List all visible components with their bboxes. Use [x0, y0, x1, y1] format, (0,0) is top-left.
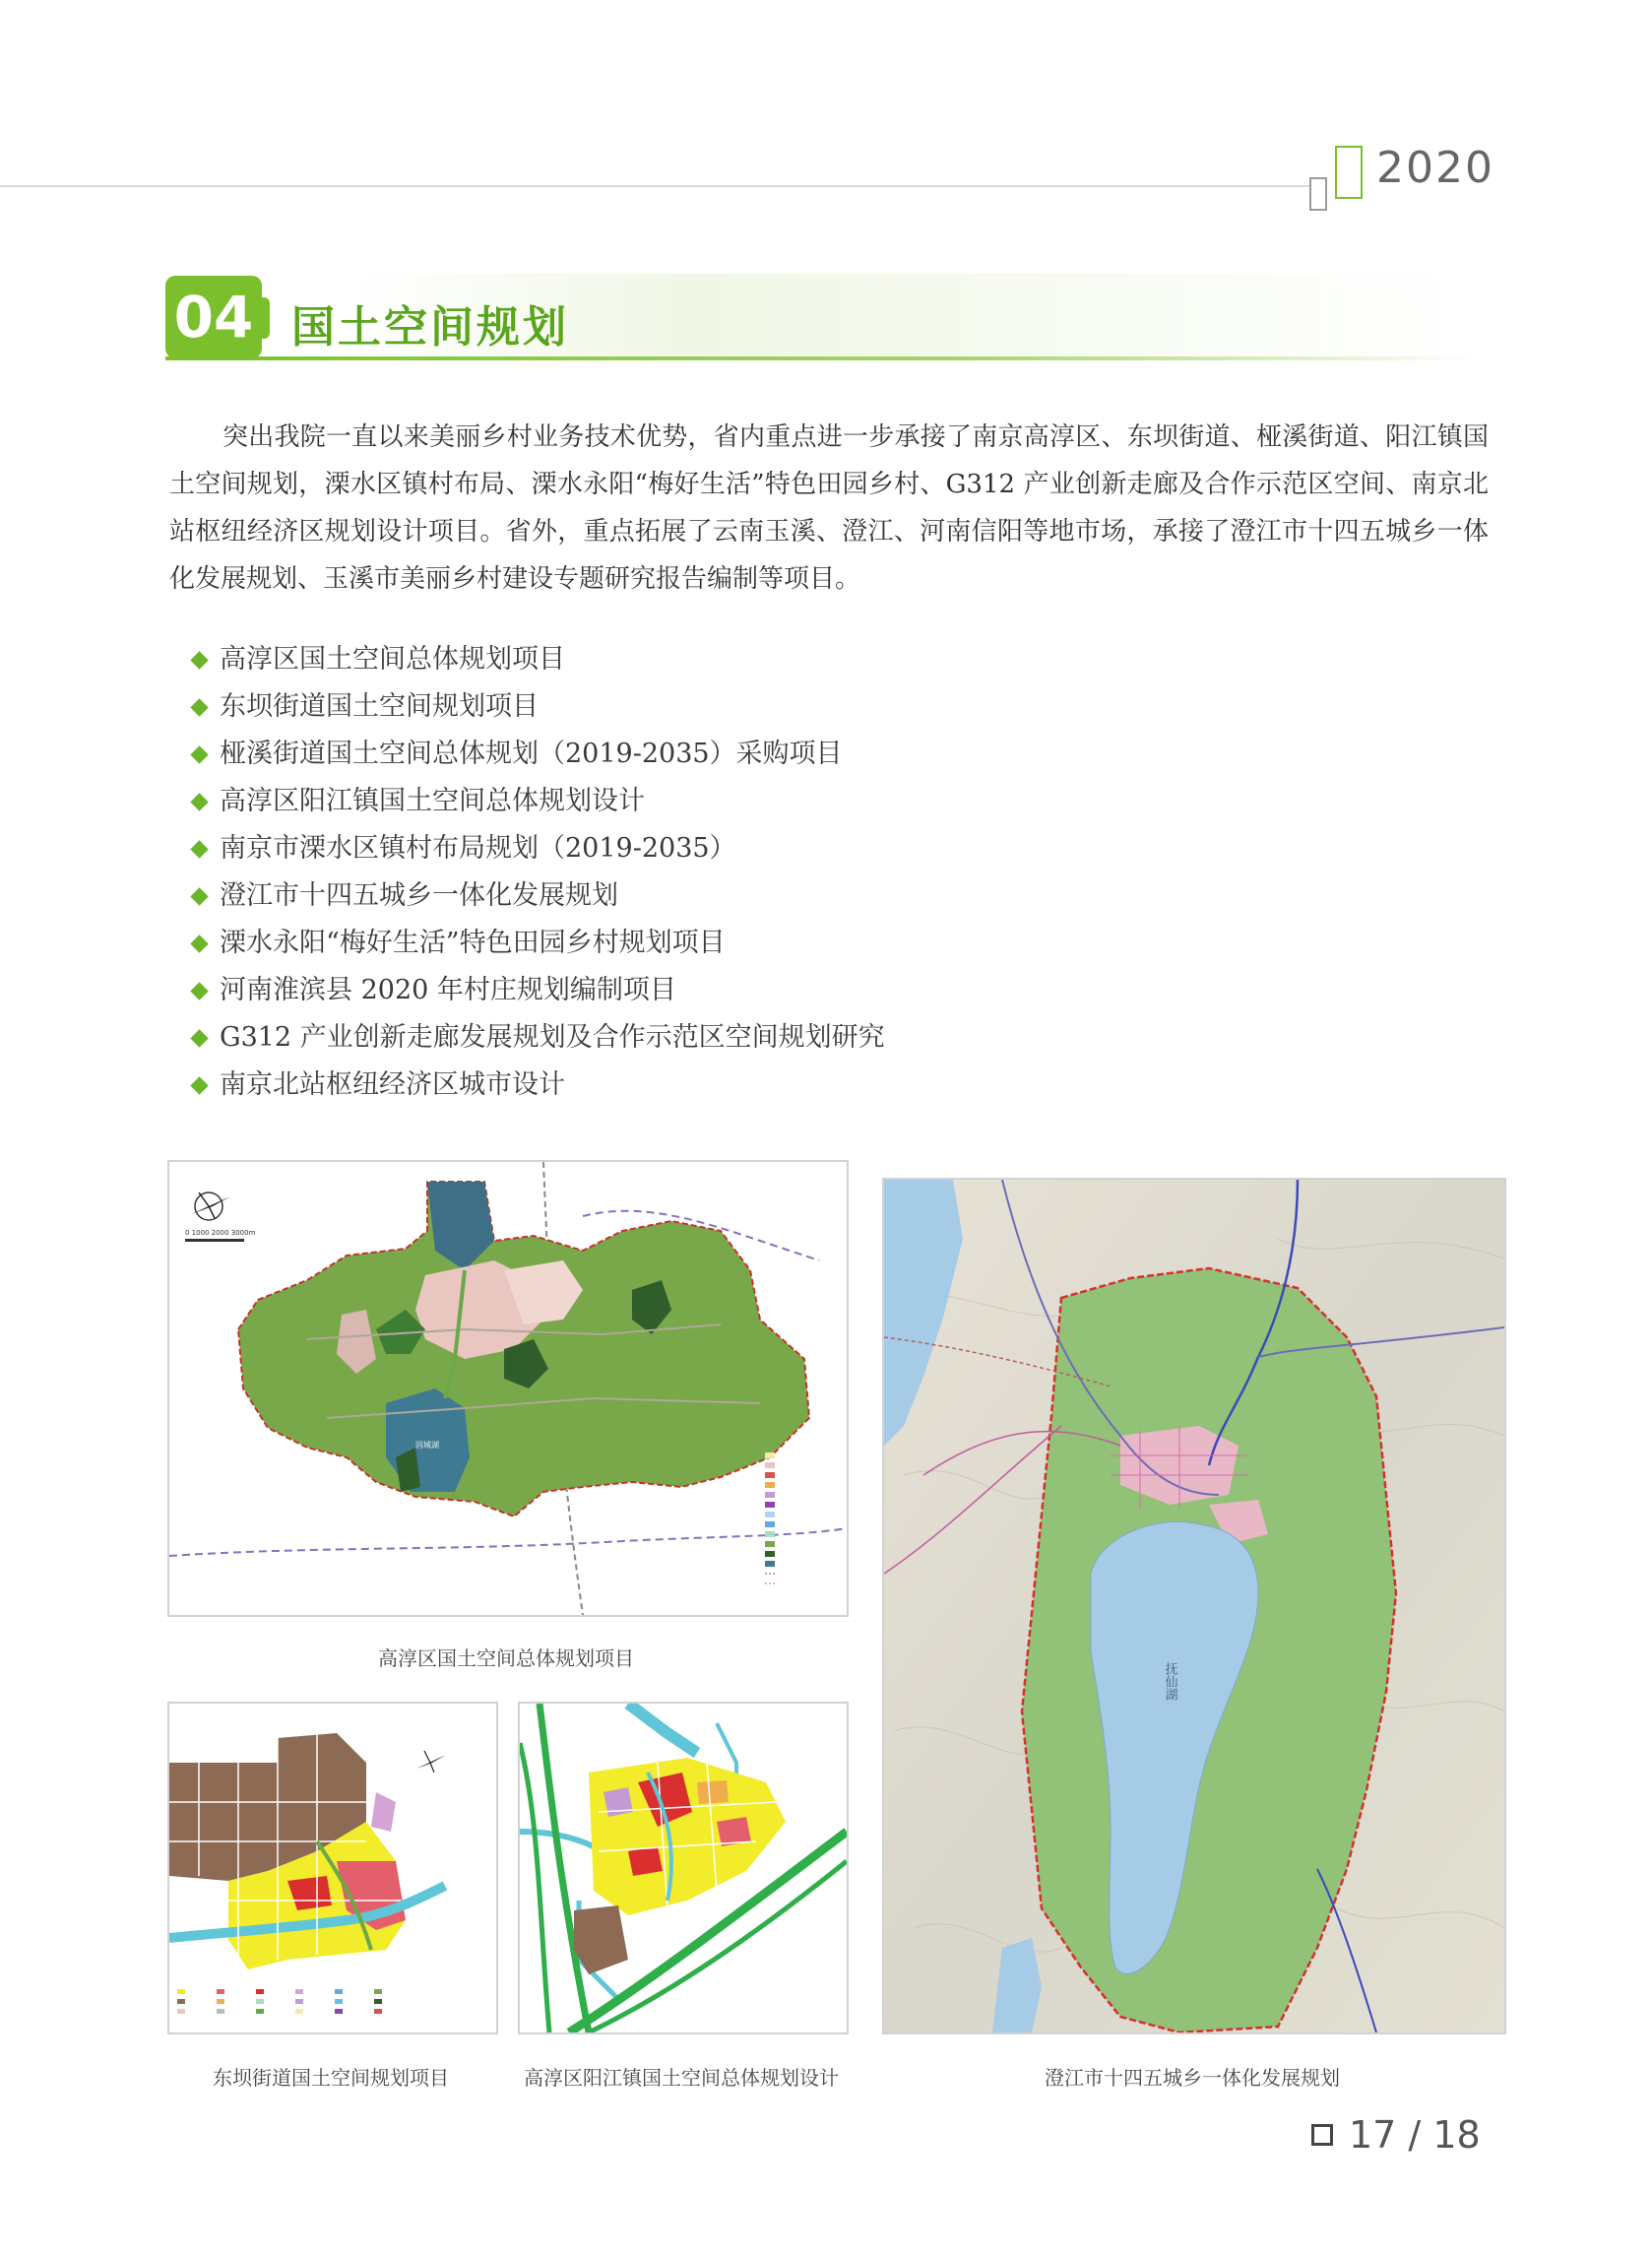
yangjiang-map [520, 1704, 847, 2032]
page-number [1311, 2113, 1481, 2157]
bullet-diamond-icon [190, 651, 208, 669]
project-item [193, 920, 885, 967]
project-item-label: 高淳区阳江镇国土空间总体规划设计 [220, 786, 645, 816]
project-item [193, 778, 885, 825]
bullet-diamond-icon [190, 793, 208, 810]
chengjiang-map-figure [882, 1178, 1506, 2034]
gaochun-caption: 高淳区国土空间总体规划项目 [378, 1646, 634, 1670]
project-item [193, 1014, 885, 1062]
bullet-diamond-icon [190, 745, 208, 763]
svg-text:固城湖: 固城湖 [415, 1441, 439, 1450]
section-heading-underline [165, 356, 1475, 360]
project-item-label: 澄江市十四五城乡一体化发展规划 [220, 880, 618, 911]
dongba-caption: 东坝街道国土空间规划项目 [213, 2066, 449, 2090]
gaochun-map [169, 1162, 847, 1615]
project-item [193, 1062, 885, 1109]
project-item-label: 东坝街道国土空间规划项目 [220, 691, 539, 722]
header-decoration-box-green [1335, 146, 1363, 199]
scale-bar [185, 1239, 244, 1242]
bullet-diamond-icon [190, 982, 208, 1000]
page-number-text: 17 / 18 [1349, 2113, 1481, 2157]
project-item [193, 967, 885, 1014]
project-item [193, 731, 885, 778]
project-item [193, 825, 885, 872]
project-item-label: 南京市溧水区镇村布局规划（2019-2035） [220, 833, 736, 864]
yangjiang-caption: 高淳区阳江镇国土空间总体规划设计 [524, 2066, 839, 2090]
project-list [193, 636, 885, 1109]
section-number: 04 [165, 276, 262, 358]
project-item [193, 683, 885, 731]
bullet-diamond-icon [190, 887, 208, 905]
project-item-label: 溧水永阳“梅好生活”特色田园乡村规划项目 [220, 928, 726, 958]
chengjiang-caption: 澄江市十四五城乡一体化发展规划 [1045, 2066, 1340, 2090]
project-item-label: G312 产业创新走廊发展规划及合作示范区空间规划研究 [220, 1022, 885, 1053]
chengjiang-map [884, 1180, 1504, 2032]
project-item [193, 872, 885, 920]
header-year: 2020 [1376, 143, 1494, 193]
dongba-map-figure [167, 1702, 498, 2034]
gaochun-map-figure [167, 1160, 849, 1617]
bullet-diamond-icon [190, 840, 208, 858]
intro-paragraph: 突出我院一直以来美丽乡村业务技术优势，省内重点进一步承接了南京高淳区、东坝街道、桠溪街道、阳江镇国土空间规划，溧水区镇村布局、溧水永阳“梅好生活”特色田园乡村、G312 产业创新走廊及合作示范区空间、南京北站枢纽经济区规划设计项目。省外，重点拓展了云南玉溪、澄江、河南信阳等地市场，承接了澄江市十四五城乡一体化发展规划、玉溪市美丽乡村建设专题研究报告编制等项目。 [169, 422, 1489, 594]
project-item-label: 南京北站枢纽经济区城市设计 [220, 1069, 565, 1100]
dongba-map [169, 1704, 496, 2032]
project-item-label: 高淳区国土空间总体规划项目 [220, 644, 565, 675]
bullet-diamond-icon [190, 1076, 208, 1094]
svg-text:抚仙湖: 抚仙湖 [1162, 1662, 1177, 1701]
header-rule [0, 185, 1309, 187]
yangjiang-map-figure [518, 1702, 849, 2034]
bullet-diamond-icon [190, 935, 208, 952]
project-item [193, 636, 885, 683]
scale-text: 0 1000 2000 3000m [185, 1229, 256, 1237]
section-title: 国土空间规划 [291, 302, 569, 353]
bullet-diamond-icon [190, 698, 208, 716]
project-item-label: 河南淮滨县 2020 年村庄规划编制项目 [220, 975, 676, 1005]
bullet-diamond-icon [190, 1029, 208, 1047]
header-decoration-box [1309, 177, 1327, 211]
project-item-label: 桠溪街道国土空间总体规划（2019-2035）采购项目 [220, 739, 843, 769]
page-number-square-icon [1311, 2124, 1333, 2146]
